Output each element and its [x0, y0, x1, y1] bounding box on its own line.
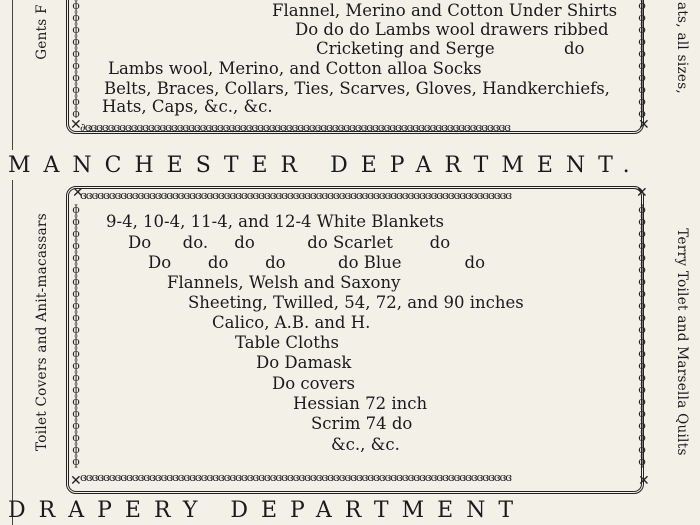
left-rule-top [12, 0, 13, 150]
top-line-4: Lambs wool, Merino, and Cotton alloa Socks [108, 59, 482, 78]
top-line-2: Do do do Lambs wool drawers ribbed [295, 20, 609, 39]
bottom-line-11: Scrim 74 do [311, 414, 413, 433]
bottom-line-12: &c., &c. [331, 435, 400, 454]
side-label-bottom-right: Terry Toilet and Marsella Quilts [674, 228, 690, 456]
bottom-line-10: Hessian 72 inch [293, 394, 428, 413]
top-line-5: Belts, Braces, Collars, Ties, Scarves, Gloves, Handkerchiefs, [104, 79, 610, 98]
bottom-panel-corner-ornament-bottom-left: ✕ [70, 473, 82, 489]
bottom-panel-corner-ornament-top-right: ✕ [636, 185, 648, 201]
bottom-line-8: Do Damask [256, 353, 352, 372]
left-rule-bottom [12, 180, 13, 525]
bottom-line-3: Do do do do Blue do [148, 253, 486, 272]
top-line-6: Hats, Caps, &c., &c. [102, 97, 273, 116]
side-label-bottom-left: Toilet Covers and Anit-macassars [34, 213, 50, 451]
top-panel-bead-border-bottom: ∂ɞɞɞɞɞɞɞɞɞɞɞɞɞɞɞɞɞɞɞɞɞɞɞɞɞɞɞɞɞɞɞɞɞɞɞɞɞɞɞɞɞɞɞɞɞɞɞɞɞɞɞɞɞɞɞɞɞɞɞɞɞɞɞɞɞɞɞɞɞɞɞɞɞɞ [80, 122, 510, 134]
bottom-line-9: Do covers [272, 374, 356, 393]
bottom-line-1: 9-4, 10-4, 11-4, and 12-4 White Blankets [106, 212, 444, 231]
bottom-line-6: Calico, A.B. and H. [212, 313, 371, 332]
bottom-line-2: Do do. do do Scarlet do [128, 233, 451, 252]
top-line-3-ditto: do [564, 39, 585, 58]
drapery-department-heading: DRAPERY DEPARTMENT [8, 498, 527, 523]
side-label-top-right: ats, all sizes, [674, 1, 690, 95]
bottom-panel-corner-ornament-top-left: ✕ [72, 185, 84, 201]
bottom-panel-bead-border-top: ɞɞɞɞɞɞɞɞɞɞɞɞɞɞɞɞɞɞɞɞɞɞɞɞɞɞɞɞɞɞɞɞɞɞɞɞɞɞɞɞɞɞɞɞɞɞɞɞɞɞɞɞɞɞɞɞɞɞɞɞɞɞɞɞɞɞɞɞɞɞɞɞɞɞɞ [80, 190, 511, 202]
bottom-panel-bead-border-right: ɸɸɸɸɸɸɸɸɸɸɸɸɸɸɸɸɸɸɸɸɸɸ [638, 204, 646, 468]
bottom-line-4: Flannels, Welsh and Saxony [167, 273, 401, 292]
side-label-top-left: Gents F [34, 4, 50, 60]
bottom-panel-bead-border-bottom: ɞɞɞɞɞɞɞɞɞɞɞɞɞɞɞɞɞɞɞɞɞɞɞɞɞɞɞɞɞɞɞɞɞɞɞɞɞɞɞɞɞɞɞɞɞɞɞɞɞɞɞɞɞɞɞɞɞɞɞɞɞɞɞɞɞɞɞɞɞɞɞɞɞɞɞ [80, 472, 511, 484]
top-panel-bead-border-right: ɸɸɸɸɸɸɸɸɸɸ [638, 0, 646, 118]
bottom-line-7: Table Cloths [235, 333, 339, 352]
top-panel-corner-ornament-left: ✕ [70, 117, 82, 133]
bottom-panel-corner-ornament-bottom-right: ✕ [638, 473, 650, 489]
manchester-department-heading: MANCHESTER DEPARTMENT. [8, 153, 643, 178]
top-line-1: Flannel, Merino and Cotton Under Shirts [272, 1, 618, 20]
top-line-3: Cricketing and Serge [316, 39, 495, 58]
top-panel-bead-border-left: ɸɸɸɸɸɸɸɸɸɸ [72, 0, 80, 118]
bottom-line-5: Sheeting, Twilled, 54, 72, and 90 inches [188, 293, 524, 312]
top-panel-corner-ornament-right: ✕ [638, 117, 650, 133]
bottom-panel-bead-border-left: ɸɸɸɸɸɸɸɸɸɸɸɸɸɸɸɸɸɸɸɸɸɸ [72, 204, 80, 468]
